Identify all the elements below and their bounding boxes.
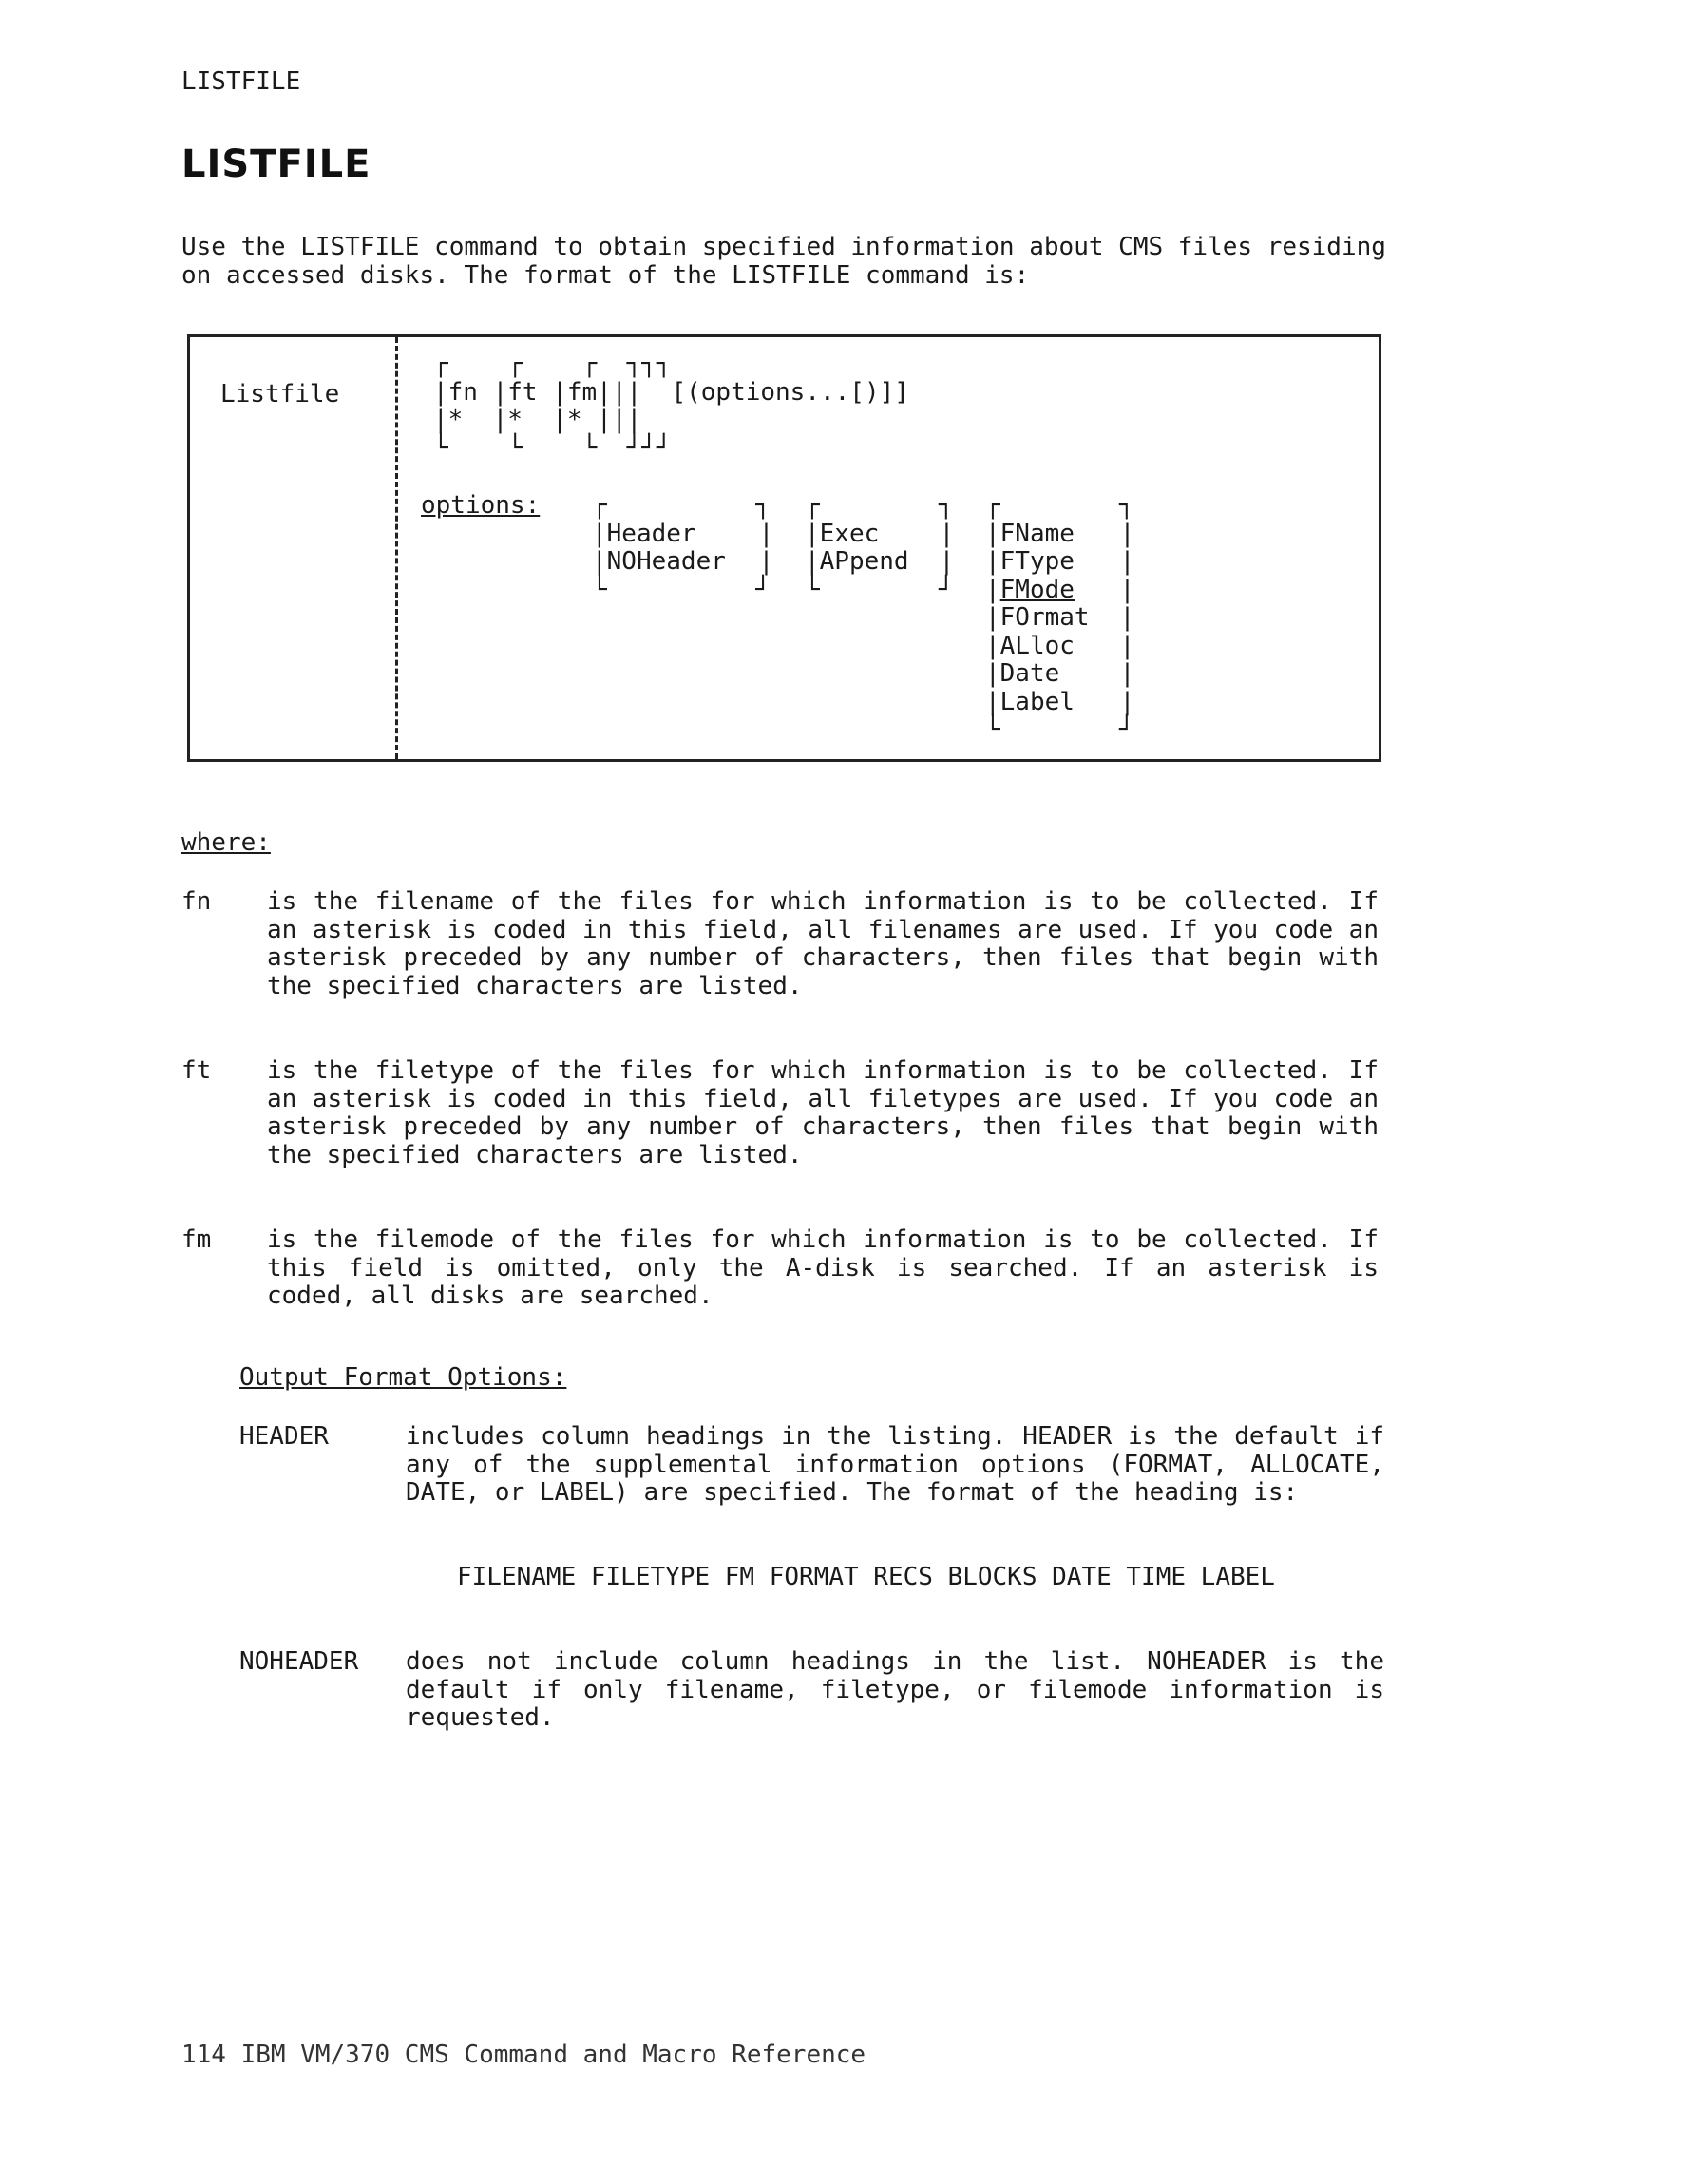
option-row (985, 660, 1134, 689)
options-group-fields (985, 492, 1134, 745)
bracket-top: ┌ ┐ (985, 491, 1134, 520)
bracket-side: | (805, 519, 820, 548)
option-row (805, 548, 954, 577)
option-format: FOrmat (999, 603, 1090, 632)
syntax-command: Listfile (220, 380, 340, 408)
options-group-header (592, 492, 773, 604)
bracket-side: | (805, 547, 820, 576)
option-name: NOHEADER (239, 1647, 359, 1676)
operands-line-1: ┌ ┌ ┌ ┐┐┐ (433, 350, 672, 378)
option-noheader: NOHeader (606, 547, 726, 576)
syntax-box (187, 334, 1381, 762)
option-row (985, 521, 1134, 549)
bracket-side: | (758, 547, 774, 576)
option-row (985, 604, 1134, 633)
bracket-side: | (985, 547, 1000, 576)
bracket-side: | (1119, 631, 1135, 660)
option-row (805, 521, 954, 549)
syntax-operands (433, 351, 909, 463)
option-name: HEADER (239, 1422, 329, 1451)
heading-format: FILENAME FILETYPE FM FORMAT RECS BLOCKS DATE TIME LABEL (457, 1563, 1275, 1591)
option-alloc: ALloc (999, 631, 1075, 660)
bracket-side: | (985, 659, 1000, 688)
options-label: options: (421, 491, 541, 520)
bracket-side: | (985, 603, 1000, 632)
term-name: ft (181, 1056, 212, 1085)
bracket-side: | (985, 687, 1000, 716)
option-description: includes column headings in the listing. HEADER is the default if any of the supplemental information options (FORMAT, ALLOCATE, DATE, or LABEL) are specified. The format of the heading is: (406, 1422, 1384, 1507)
bracket-side: | (1119, 659, 1135, 688)
option-row (985, 577, 1134, 605)
bracket-top: ┌ ┐ (592, 491, 771, 520)
page-title: LISTFILE (181, 142, 371, 186)
term-description: is the filename of the files for which information is to be collected. If an asterisk is coded in this field, all filenames are used. If you code an asterisk preceded by any number of characters, then files that begin with the specified characters are listed. (267, 887, 1379, 1000)
option-row (985, 689, 1134, 717)
bracket-side: | (1119, 547, 1135, 576)
option-fmode-default: FMode (999, 575, 1075, 604)
option-exec: Exec (819, 519, 880, 548)
operands-line-4: └ └ └ ┘┘┘ (433, 433, 672, 463)
bracket-side: | (939, 519, 955, 548)
bracket-side: | (985, 519, 1000, 548)
bracket-side: | (1119, 687, 1135, 716)
running-head: LISTFILE (181, 67, 301, 96)
bracket-side: | (1119, 575, 1135, 604)
bracket-bottom: └ ┘ (805, 575, 954, 604)
option-row (592, 548, 773, 577)
option-fname: FName (999, 519, 1075, 548)
intro-paragraph: Use the LISTFILE command to obtain specified information about CMS files residing on accessed disks. The format of the LISTFILE command is: (181, 233, 1386, 290)
term-description: is the filemode of the files for which information is to be collected. If this field is omitted, only the A-disk is searched. If an asterisk is coded, all disks are searched. (267, 1225, 1379, 1310)
term-description: is the filetype of the files for which information is to be collected. If an asterisk is coded in this field, all filetypes are used. If you code an asterisk preceded by any number of characters, then files that begin with the specified characters are listed. (267, 1056, 1379, 1169)
option-ftype: FType (999, 547, 1075, 576)
bracket-side: | (939, 547, 955, 576)
term-name: fn (181, 887, 212, 916)
bracket-side: | (1119, 519, 1135, 548)
option-row (985, 633, 1134, 661)
bracket-bottom: └ ┘ (592, 575, 771, 604)
where-label: where: (181, 828, 271, 857)
syntax-divider (395, 337, 398, 759)
bracket-top: ┌ ┐ (805, 491, 954, 520)
option-row (592, 521, 773, 549)
option-header: Header (606, 519, 696, 548)
options-group-exec (805, 492, 954, 604)
term-name: fm (181, 1225, 212, 1254)
option-description: does not include column headings in the list. NOHEADER is the default if only filename, filetype, or filemode information is requested. (406, 1647, 1384, 1732)
bracket-side: | (592, 547, 607, 576)
bracket-side: | (592, 519, 607, 548)
option-date: Date (999, 659, 1060, 688)
bracket-side: | (985, 575, 1000, 604)
option-label: Label (999, 687, 1075, 716)
operands-line-3: |* |* |* ||| (433, 406, 642, 434)
bracket-side: | (1119, 603, 1135, 632)
option-row (985, 548, 1134, 577)
page-footer: 114 IBM VM/370 CMS Command and Macro Reference (181, 2041, 866, 2069)
section-title: Output Format Options: (239, 1363, 567, 1392)
bracket-side: | (985, 631, 1000, 660)
bracket-bottom: └ ┘ (985, 715, 1134, 744)
bracket-side: | (758, 519, 774, 548)
operands-line-2: |fn |ft |fm||| [(options...[)]] (433, 377, 909, 407)
option-append: APpend (819, 547, 909, 576)
